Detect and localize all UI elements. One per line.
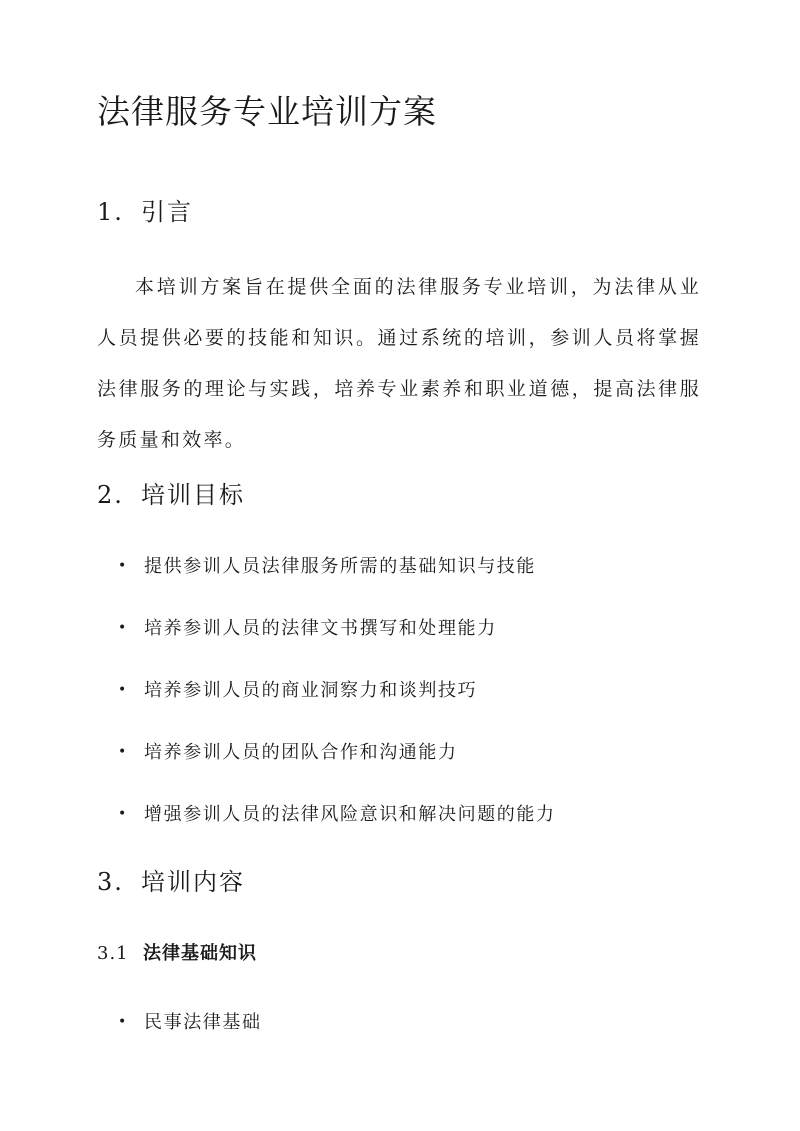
list-item-text: 增强参训人员的法律风险意识和解决问题的能力 (144, 804, 556, 825)
list-item-text: 培养参训人员的商业洞察力和谈判技巧 (144, 680, 478, 701)
section-title: 培训内容 (141, 868, 245, 896)
bullet-icon: • (118, 620, 128, 636)
document-title: 法律服务专业培训方案 (97, 92, 437, 131)
section-title: 培训目标 (141, 481, 245, 509)
section-heading-goals (97, 481, 245, 510)
section-heading-content (97, 868, 245, 897)
section-number: 3. (97, 868, 124, 896)
section-number: 1. (97, 198, 124, 226)
list-item (118, 804, 556, 826)
bullet-icon: • (118, 682, 128, 698)
list-item-text: 培养参训人员的法律文书撰写和处理能力 (144, 618, 497, 639)
section-title: 引言 (141, 198, 193, 226)
subsection-number: 3.1 (97, 943, 129, 964)
list-item-text: 提供参训人员法律服务所需的基础知识与技能 (144, 556, 536, 577)
list-item (118, 742, 458, 764)
section-number: 2. (97, 481, 124, 509)
list-item (118, 556, 536, 578)
list-item-text: 民事法律基础 (144, 1012, 262, 1033)
list-item (118, 1012, 262, 1034)
bullet-icon: • (118, 806, 128, 822)
list-item (118, 618, 497, 640)
list-item-text: 培养参训人员的团队合作和沟通能力 (144, 742, 458, 763)
section-heading-introduction (97, 198, 193, 227)
bullet-icon: • (118, 744, 128, 760)
subsection-title: 法律基础知识 (143, 943, 257, 964)
list-item (118, 680, 477, 702)
bullet-icon: • (118, 558, 128, 574)
subsection-heading-legal-basics (97, 943, 257, 965)
introduction-paragraph: 本培训方案旨在提供全面的法律服务专业培训，为法律从业人员提供必要的技能和知识。通过系统的培训，参训人员将掌握法律服务的理论与实践，培养专业素养和职业道德，提高法律服务质量和效率。 (97, 276, 701, 451)
bullet-icon: • (118, 1014, 128, 1030)
